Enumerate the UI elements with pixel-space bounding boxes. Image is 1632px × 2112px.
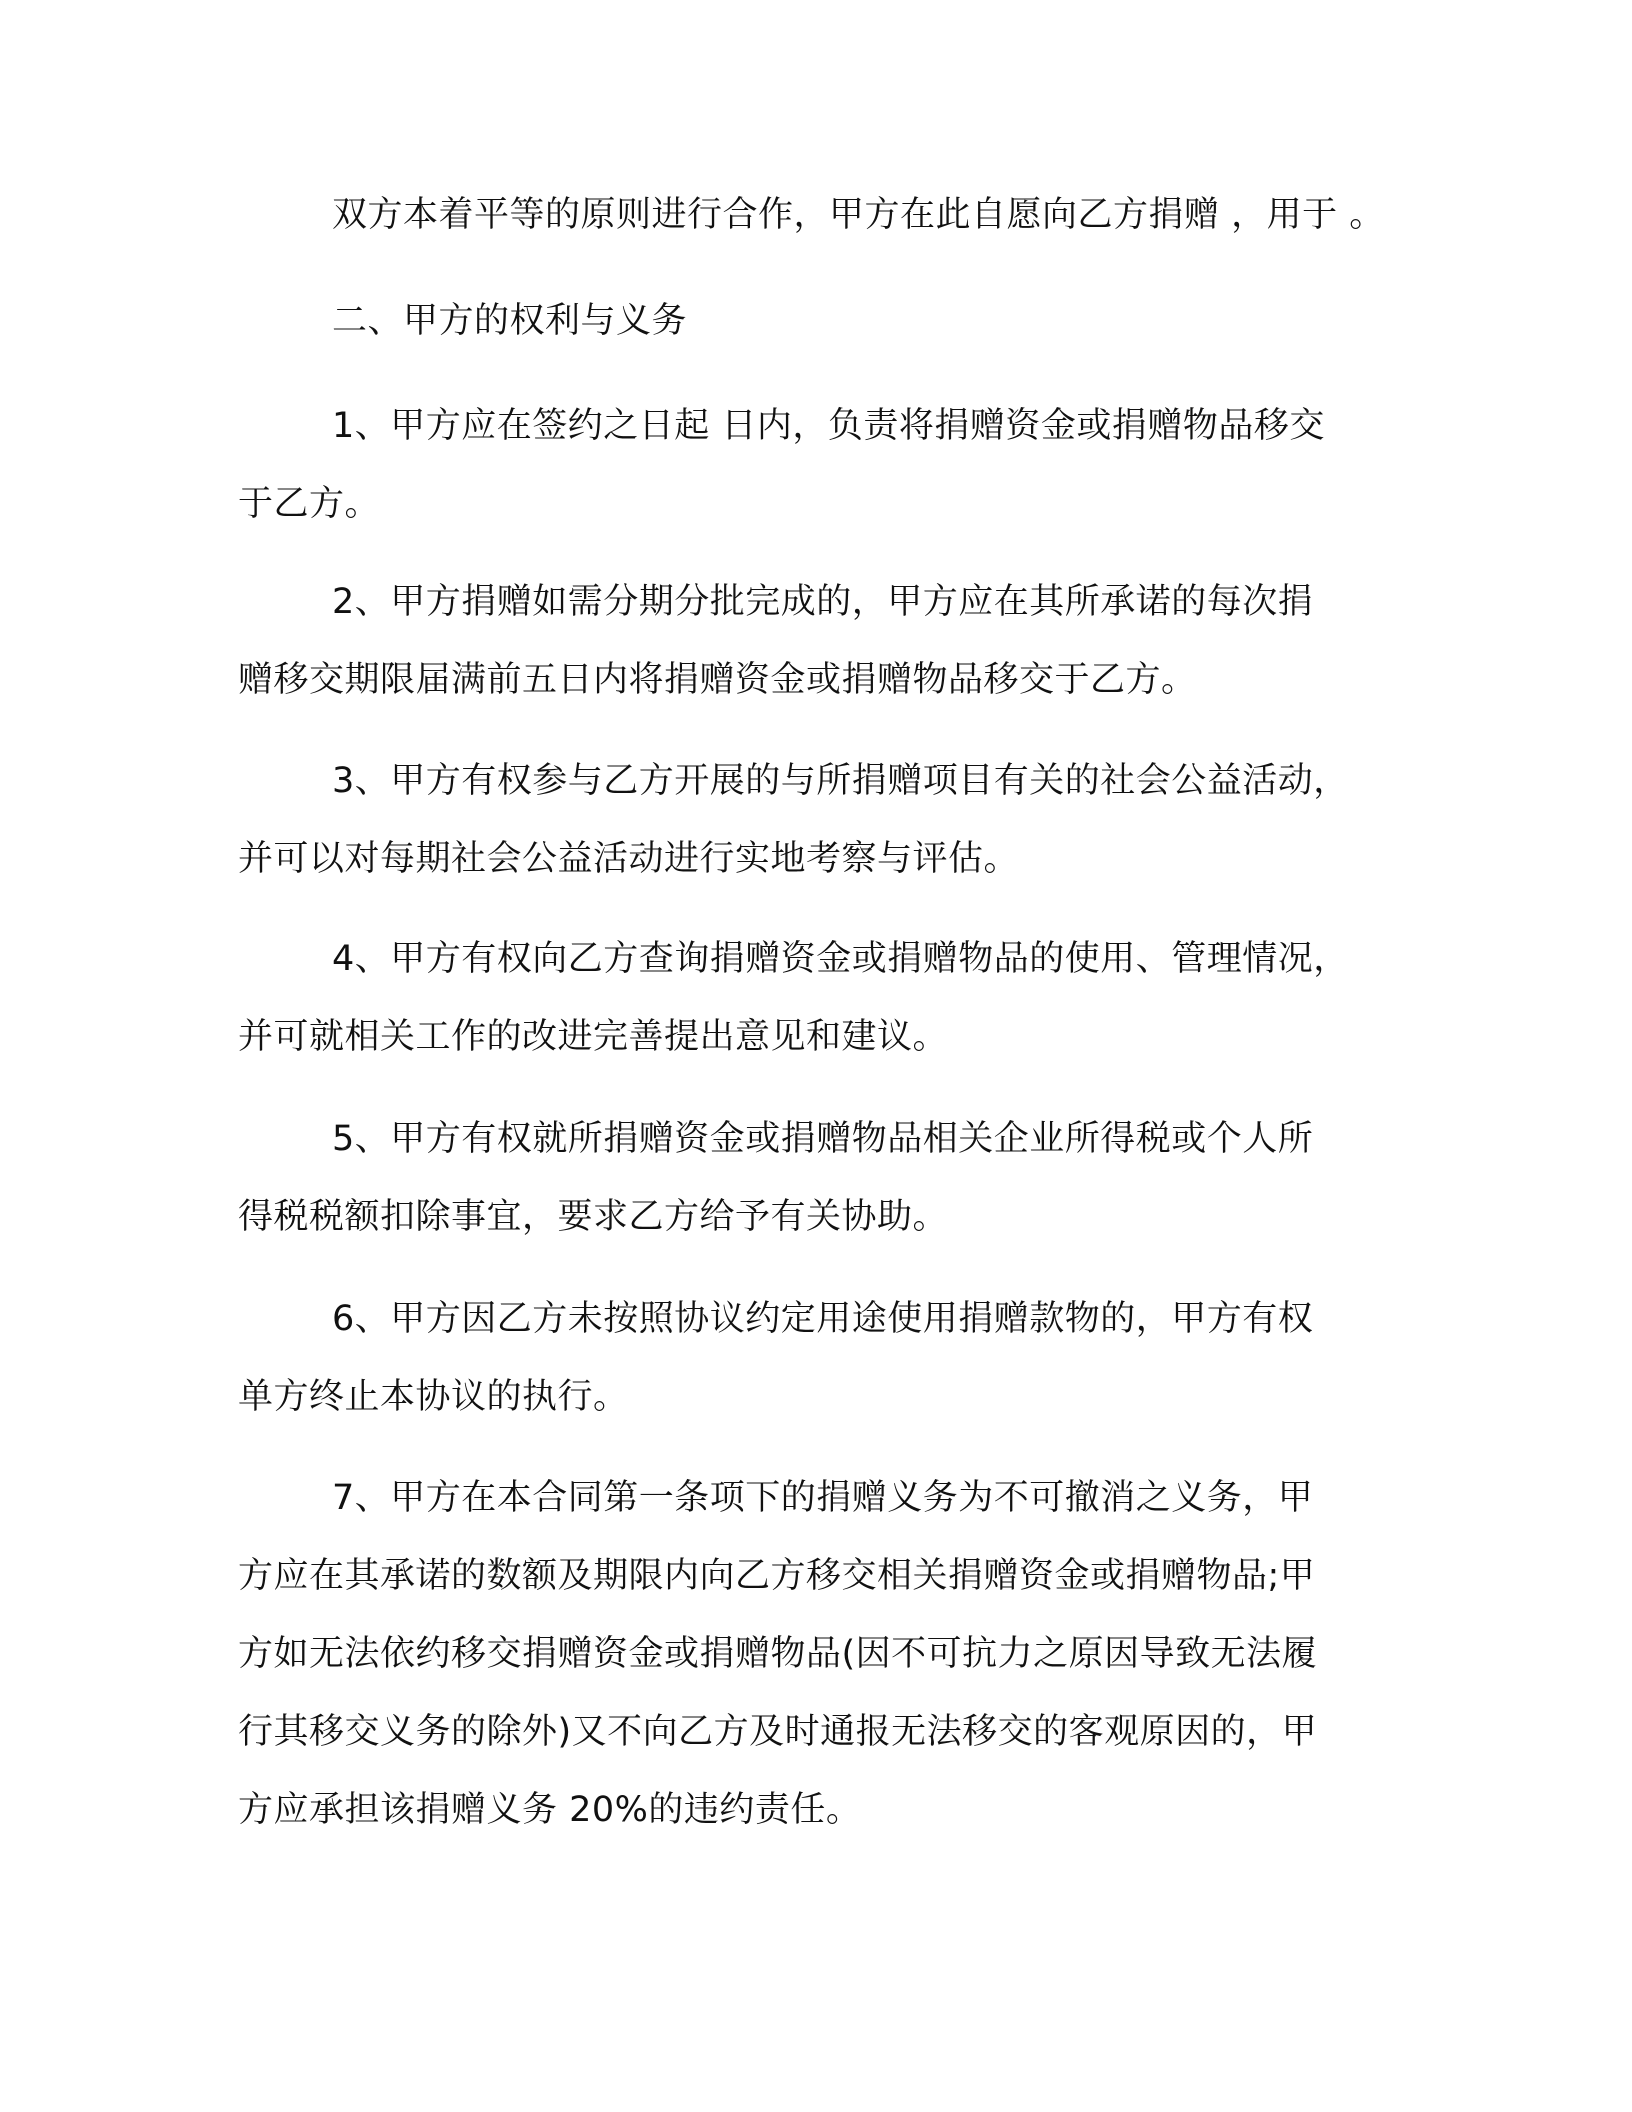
paragraph-item-6 (238, 1280, 1388, 1436)
paragraph-item-1 (238, 387, 1388, 543)
paragraph-line: 单方终止本协议的执行。 (238, 1377, 629, 1417)
paragraph-intro (238, 176, 1388, 254)
paragraph-line: 方应承担该捐赠义务 20%的违约责任。 (238, 1790, 862, 1830)
paragraph-line: 并可就相关工作的改进完善提出意见和建议。 (238, 1017, 949, 1057)
paragraph-line: 2、甲方捐赠如需分期分批完成的，甲方应在其所承诺的每次捐 (332, 582, 1314, 622)
paragraph-line: 于乙方。 (238, 484, 381, 524)
paragraph-line: 得税税额扣除事宜，要求乙方给予有关协助。 (238, 1197, 949, 1237)
paragraph-line: 3、甲方有权参与乙方开展的与所捐赠项目有关的社会公益活动， (332, 761, 1349, 801)
paragraph-line: 4、甲方有权向乙方查询捐赠资金或捐赠物品的使用、管理情况， (332, 939, 1349, 979)
paragraph-item-7 (238, 1459, 1388, 1849)
paragraph-line: 双方本着平等的原则进行合作，甲方在此自愿向乙方捐赠 ，用于 。 (332, 195, 1385, 235)
paragraph-line: 方如无法依约移交捐赠资金或捐赠物品(因不可抗力之原因导致无法履 (238, 1634, 1318, 1674)
paragraph-line: 5、甲方有权就所捐赠资金或捐赠物品相关企业所得税或个人所 (332, 1119, 1314, 1159)
paragraph-line: 行其移交义务的除外)又不向乙方及时通报无法移交的客观原因的，甲 (238, 1712, 1318, 1752)
paragraph-line: 6、甲方因乙方未按照协议约定用途使用捐赠款物的，甲方有权 (332, 1299, 1314, 1339)
paragraph-line: 赠移交期限届满前五日内将捐赠资金或捐赠物品移交于乙方。 (238, 660, 1197, 700)
paragraph-line: 1、甲方应在签约之日起 日内，负责将捐赠资金或捐赠物品移交 (332, 406, 1325, 446)
paragraph-line: 方应在其承诺的数额及期限内向乙方移交相关捐赠资金或捐赠物品;甲 (238, 1556, 1316, 1596)
paragraph-item-2 (238, 563, 1388, 719)
paragraph-line: 7、甲方在本合同第一条项下的捐赠义务为不可撤消之义务，甲 (332, 1478, 1314, 1518)
section-heading-text: 二、甲方的权利与义务 (332, 301, 688, 341)
paragraph-item-3 (238, 742, 1388, 898)
paragraph-item-4 (238, 920, 1388, 1076)
section-heading (238, 282, 1388, 360)
paragraph-item-5 (238, 1100, 1388, 1256)
paragraph-line: 并可以对每期社会公益活动进行实地考察与评估。 (238, 839, 1020, 879)
